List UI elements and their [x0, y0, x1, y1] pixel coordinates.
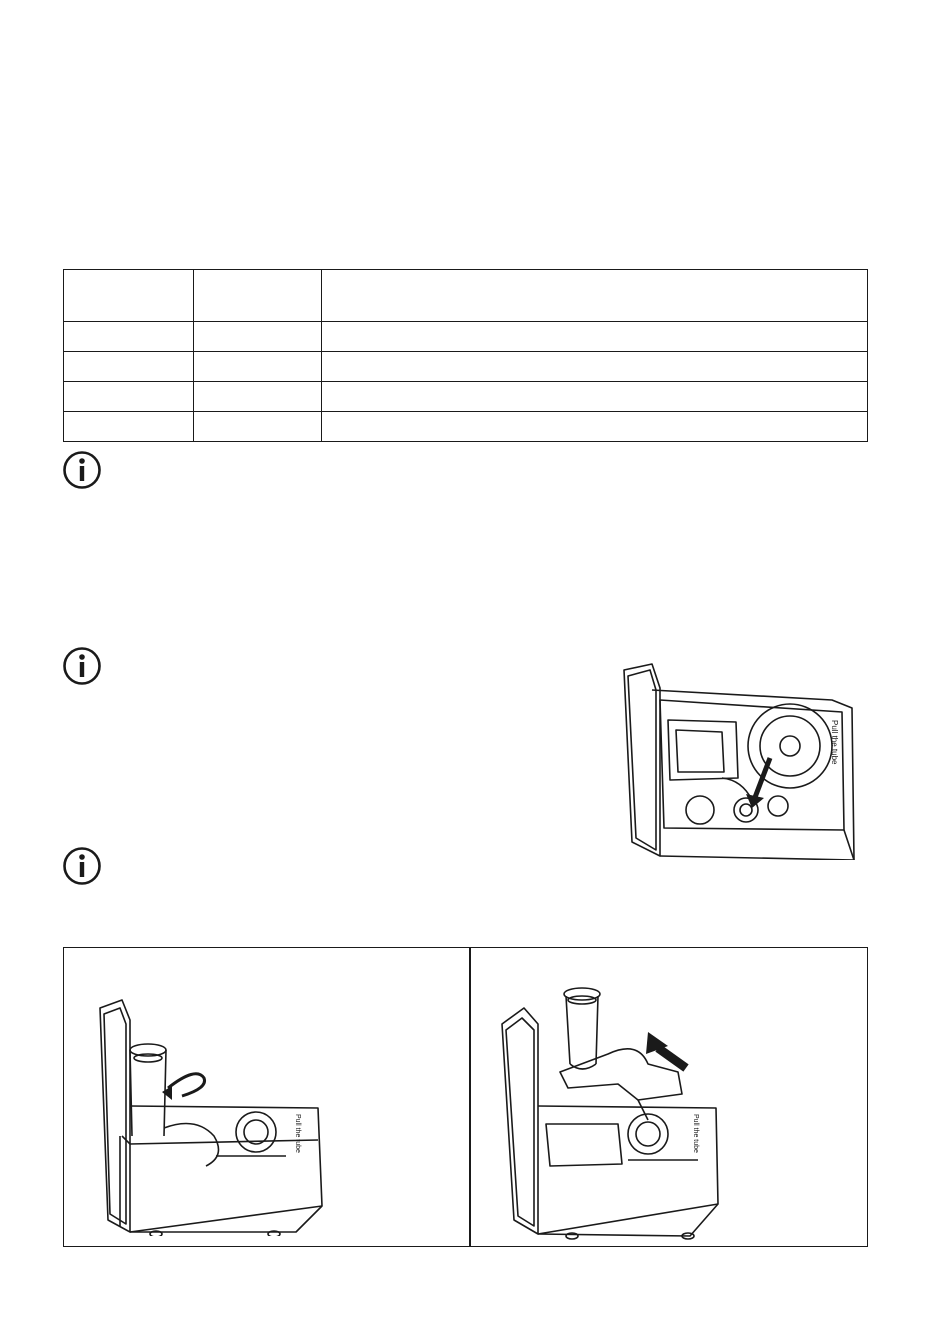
pull-tube-illustration: [498, 984, 738, 1240]
table-cell: [64, 412, 194, 442]
device-top-view-illustration: [612, 660, 862, 860]
table-row: [64, 352, 868, 382]
spec-table: [63, 269, 868, 442]
table-cell: [194, 322, 322, 352]
table-row: [64, 382, 868, 412]
table-row: [64, 322, 868, 352]
table-header-cell: [64, 270, 194, 322]
table-cell: [194, 412, 322, 442]
table-cell: [64, 322, 194, 352]
info-icon: [62, 450, 102, 490]
panel-divider: [469, 947, 471, 1247]
table-header-cell: [322, 270, 868, 322]
table-cell: [194, 352, 322, 382]
table-cell: [322, 322, 868, 352]
info-icon: [62, 646, 102, 686]
table-cell: [322, 412, 868, 442]
illustration-label: Pull the tube: [830, 720, 839, 765]
table-cell: [322, 352, 868, 382]
illustration-label: Pull the tube: [692, 1114, 699, 1153]
table-header-cell: [194, 270, 322, 322]
table-cell: [64, 382, 194, 412]
table-cell: [322, 382, 868, 412]
rotate-tube-illustration: [96, 996, 336, 1236]
table-cell: [64, 352, 194, 382]
illustration-label: Pull the tube: [294, 1114, 301, 1153]
table-cell: [194, 382, 322, 412]
info-icon: [62, 846, 102, 886]
table-row: [64, 412, 868, 442]
table-header-row: [64, 270, 868, 322]
